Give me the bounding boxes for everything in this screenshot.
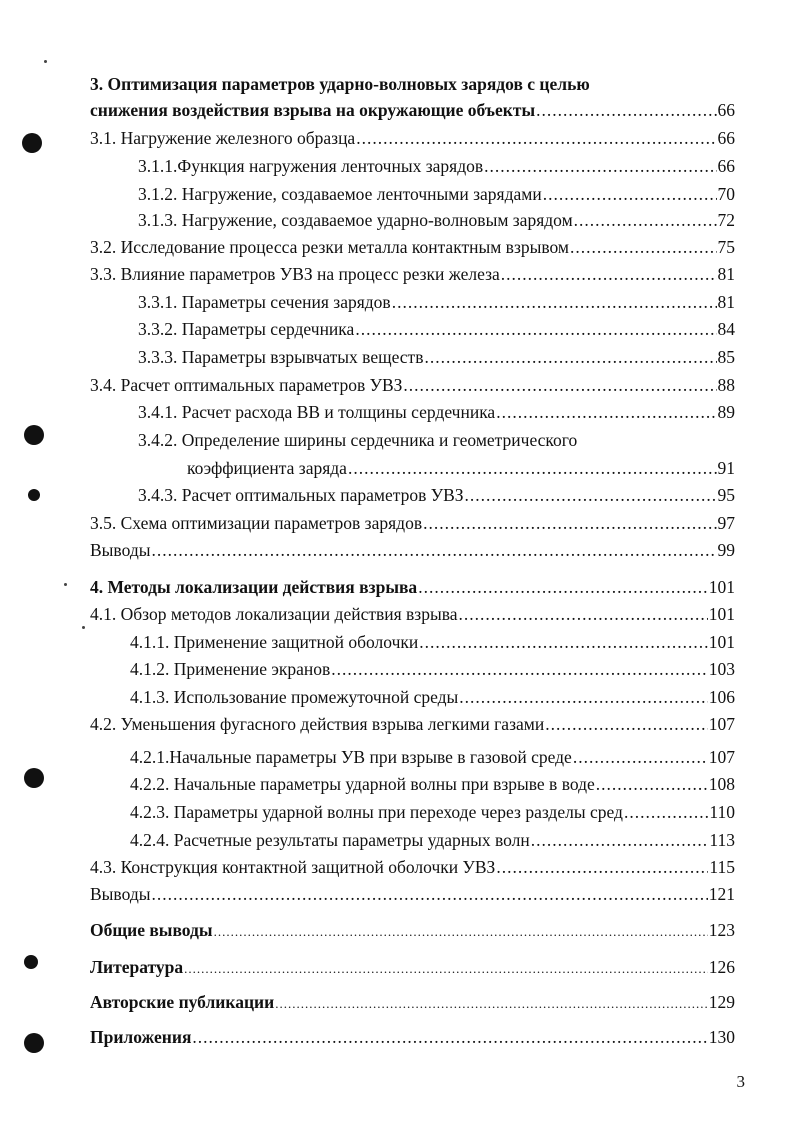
toc-leader xyxy=(501,262,717,286)
toc-label: 4.1. Обзор методов локализации действия взрыва xyxy=(90,604,458,624)
toc-leader xyxy=(570,235,716,259)
toc-label: 3.3.1. Параметры сечения зарядов xyxy=(138,292,391,312)
toc-leader xyxy=(151,882,707,906)
toc-entry xyxy=(90,126,735,150)
toc-page: 81 xyxy=(717,292,735,312)
toc-leader xyxy=(392,290,717,314)
speck xyxy=(64,583,67,586)
toc-label: 3.1. Нагружение железного образца xyxy=(90,128,356,148)
toc-entry xyxy=(90,262,735,286)
toc-page: 101 xyxy=(708,604,735,624)
toc-page: 91 xyxy=(717,458,735,478)
toc-label: 4.1.3. Использование промежуточной среды xyxy=(130,687,459,707)
toc-leader xyxy=(624,800,708,824)
toc-leader xyxy=(574,208,717,232)
toc-page: 99 xyxy=(717,540,735,560)
toc-label: 4.1.2. Применение экранов xyxy=(130,659,331,679)
toc-page: 70 xyxy=(717,184,735,204)
section-3-title-line2 xyxy=(90,98,735,122)
toc-leader xyxy=(543,182,717,206)
toc-label: 3.3.2. Параметры сердечника xyxy=(138,319,355,339)
toc-page: 88 xyxy=(717,375,735,395)
toc-label: 3.3. Влияние параметров УВЗ на процесс резки железа xyxy=(90,264,500,284)
toc-page: 103 xyxy=(708,659,735,679)
toc-leader xyxy=(423,511,716,535)
toc-label: 4.2.2. Начальные параметры ударной волны при взрыве в воде xyxy=(130,774,595,794)
section-3-title-line1: 3. Оптимизация параметров ударно-волновых зарядов с целью xyxy=(90,74,590,94)
toc-leader xyxy=(418,575,708,599)
toc-label: 3.1.1.Функция нагружения ленточных зарядов xyxy=(138,156,484,176)
toc-label: Выводы xyxy=(90,884,151,904)
toc-page: 107 xyxy=(708,747,735,767)
toc-page: 84 xyxy=(717,319,735,339)
toc-entry xyxy=(90,712,735,736)
toc-entry xyxy=(130,800,735,824)
toc-entry xyxy=(138,483,735,507)
toc-page: 110 xyxy=(709,802,735,822)
punch-hole xyxy=(24,768,44,788)
toc-label: 4.2.3. Параметры ударной волны при переходе через разделы сред xyxy=(130,802,623,822)
toc-leader xyxy=(459,685,707,709)
toc-page: 81 xyxy=(717,264,735,284)
toc-leader xyxy=(184,957,708,981)
speck xyxy=(82,626,85,629)
toc-leader xyxy=(356,126,716,150)
toc-label: Приложения xyxy=(90,1027,192,1047)
toc-label: 4.2. Уменьшения фугасного действия взрыва легкими газами xyxy=(90,714,545,734)
toc-label: 3.5. Схема оптимизации параметров зарядов xyxy=(90,513,423,533)
toc-entry xyxy=(130,745,735,769)
toc-entry xyxy=(187,456,735,480)
toc-page: 95 xyxy=(717,485,735,505)
toc-leader xyxy=(192,1025,707,1049)
toc-page: 66 xyxy=(717,156,735,176)
speck xyxy=(44,60,47,63)
toc-entry xyxy=(90,538,735,562)
toc-page: 130 xyxy=(708,1027,735,1047)
toc-label: Авторские публикации xyxy=(90,992,275,1012)
toc-leader xyxy=(465,483,717,507)
toc-entry xyxy=(138,317,735,341)
toc-page: 97 xyxy=(717,513,735,533)
toc-page: 75 xyxy=(717,237,735,257)
toc-entry xyxy=(130,772,735,796)
toc-entry xyxy=(138,290,735,314)
toc-page: 121 xyxy=(708,884,735,904)
toc-page: 101 xyxy=(708,632,735,652)
toc-entry xyxy=(138,154,735,178)
toc-label: 4.3. Конструкция контактной защитной оболочки УВЗ xyxy=(90,857,496,877)
toc-leader xyxy=(331,657,707,681)
toc-label: 3.2. Исследование процесса резки металла контактным взрывом xyxy=(90,237,570,257)
toc-page: 123 xyxy=(708,920,735,940)
toc-entry-appendices xyxy=(90,1025,735,1049)
toc-entry xyxy=(90,855,735,879)
toc-label: Литература xyxy=(90,957,184,977)
toc-label: 4.2.4. Расчетные результаты параметры ударных волн xyxy=(130,830,530,850)
toc-label: 3.4.3. Расчет оптимальных параметров УВЗ xyxy=(138,485,464,505)
toc-label: 4. Методы локализации действия взрыва xyxy=(90,577,418,597)
toc-label: 3.4.1. Расчет расхода ВВ и толщины сердечника xyxy=(138,402,496,422)
toc-entry xyxy=(90,235,735,259)
toc-entry xyxy=(138,208,735,232)
toc-leader xyxy=(596,772,708,796)
toc-entry-continued: 3.4.2. Определение ширины сердечника и геометрического xyxy=(138,430,578,450)
toc-page: 113 xyxy=(709,830,735,850)
toc-entry-section-4 xyxy=(90,575,735,599)
toc-leader xyxy=(151,538,716,562)
toc-entry xyxy=(90,373,735,397)
toc-label: 3.1.3. Нагружение, создаваемое ударно-волновым зарядом xyxy=(138,210,573,230)
toc-page: 115 xyxy=(709,857,735,877)
toc-leader xyxy=(484,154,716,178)
punch-hole xyxy=(24,425,44,445)
toc-entry xyxy=(138,345,735,369)
toc-page: 108 xyxy=(708,774,735,794)
toc-leader xyxy=(545,712,708,736)
toc-page: 66 xyxy=(717,128,735,148)
toc-leader xyxy=(496,855,708,879)
toc-page: 89 xyxy=(717,402,735,422)
toc-leader xyxy=(531,828,709,852)
toc-page: 126 xyxy=(708,957,735,977)
toc-entry-literature xyxy=(90,955,735,979)
toc-label: 3.4. Расчет оптимальных параметров УВЗ xyxy=(90,375,403,395)
toc-entry xyxy=(90,511,735,535)
punch-hole xyxy=(24,955,38,969)
toc-entry xyxy=(138,400,735,424)
toc-page: 107 xyxy=(708,714,735,734)
toc-page: 72 xyxy=(717,210,735,230)
toc-entry xyxy=(90,602,735,626)
toc-entry xyxy=(90,882,735,906)
toc-leader xyxy=(348,456,717,480)
toc-label: 4.2.1.Начальные параметры УВ при взрыве в газовой среде xyxy=(130,747,572,767)
toc-leader xyxy=(573,745,708,769)
toc-label: 4.1.1. Применение защитной оболочки xyxy=(130,632,419,652)
toc-entry xyxy=(138,182,735,206)
punch-hole xyxy=(28,489,40,501)
toc-leader xyxy=(424,345,716,369)
toc-entry-author-publications xyxy=(90,990,735,1014)
toc-page: 101 xyxy=(708,577,735,597)
toc-label: Общие выводы xyxy=(90,920,213,940)
toc-page: 66 xyxy=(717,100,735,120)
toc-label: 3.3.3. Параметры взрывчатых веществ xyxy=(138,347,424,367)
toc-label: Выводы xyxy=(90,540,151,560)
toc-leader xyxy=(355,317,716,341)
page-number: 3 xyxy=(736,1072,745,1091)
toc-page: 85 xyxy=(717,347,735,367)
punch-hole xyxy=(22,133,42,153)
toc-entry xyxy=(130,828,735,852)
toc-leader xyxy=(275,992,708,1016)
toc-leader xyxy=(536,98,716,122)
toc-entry xyxy=(130,657,735,681)
toc-entry-general-conclusions xyxy=(90,918,735,942)
toc-label: коэффициента заряда xyxy=(187,458,347,478)
toc-leader xyxy=(496,400,716,424)
toc-entry xyxy=(130,685,735,709)
toc-page: 106 xyxy=(708,687,735,707)
toc-leader xyxy=(459,602,708,626)
toc-leader xyxy=(419,630,708,654)
toc-page: 129 xyxy=(708,992,735,1012)
toc-leader xyxy=(403,373,716,397)
toc-entry xyxy=(130,630,735,654)
toc-leader xyxy=(214,920,708,944)
toc-label: снижения воздействия взрыва на окружающие объекты xyxy=(90,100,536,120)
punch-hole xyxy=(24,1033,44,1053)
toc-label: 3.1.2. Нагружение, создаваемое ленточными зарядами xyxy=(138,184,542,204)
